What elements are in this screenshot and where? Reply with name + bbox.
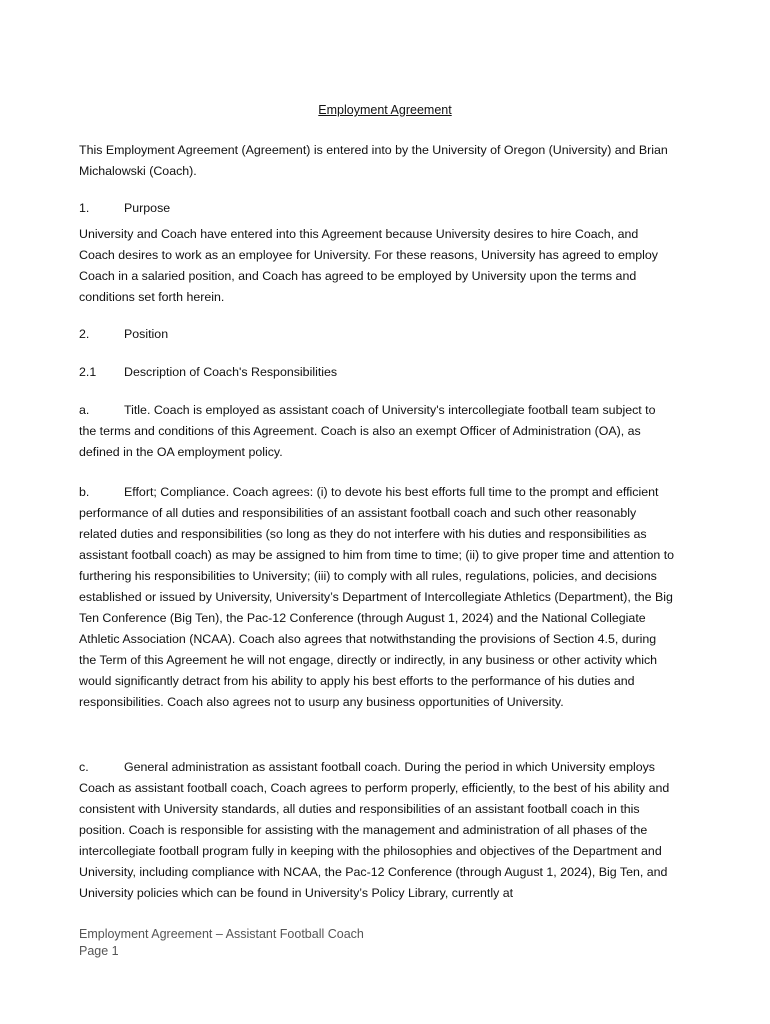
item-b-letter: b. bbox=[79, 485, 90, 499]
item-c-letter: c. bbox=[79, 760, 89, 774]
section-1-title: Purpose bbox=[124, 201, 171, 215]
item-b-text: Effort; Compliance. Coach agrees: (i) to devote his best efforts full time to the prompt and efficient performance of all duties and responsibilities of an assistant football coach and such other reasonably related duties and responsibilities (so long as they do not interfere with his duties and responsibilities as assistant football coach) as may be assigned to him from time to time; (ii) to give proper time and attention to furthering his responsibilities to University; (iii) to comply with all rules, regulations, policies, and decisions established or issued by University, University’s Department of Intercollegiate Athletics (Department), the Big Ten Conference (Big Ten), the Pac-12 Conference (through August 1, 2024) and the National Collegiate Athletic Association (NCAA). Coach also agrees that notwithstanding the provisions of Section 4.5, during the Term of this Agreement he will not engage, directly or indirectly, in any business or other activity which would significantly detract from his ability to apply his best efforts to the performance of his duties and responsibilities. Coach also agrees not to usurp any business opportunities of University. bbox=[79, 485, 675, 709]
page-footer bbox=[79, 926, 364, 960]
intro-paragraph: This Employment Agreement (Agreement) is entered into by the University of Oregon (University) and Brian Michalowski (Coach). bbox=[79, 143, 668, 178]
item-a-text: Title. Coach is employed as assistant coach of University's intercollegiate football team subject to the terms and conditions of this Agreement. Coach is also an exempt Officer of Administration (OA), as defined in the OA employment policy. bbox=[79, 403, 656, 459]
section-2-1-title: Description of Coach's Responsibilities bbox=[124, 365, 338, 379]
section-1-number: 1. bbox=[79, 201, 90, 215]
section-1-heading bbox=[79, 198, 170, 219]
item-b-paragraph bbox=[79, 482, 675, 713]
section-2-1-number: 2.1 bbox=[79, 365, 97, 379]
item-a-letter: a. bbox=[79, 403, 90, 417]
section-2-heading bbox=[79, 324, 168, 345]
item-c-paragraph bbox=[79, 757, 675, 904]
section-2-1-heading bbox=[79, 362, 337, 383]
footer-title: Employment Agreement – Assistant Football Coach bbox=[79, 927, 364, 941]
section-2-number: 2. bbox=[79, 327, 90, 341]
section-2-title: Position bbox=[124, 327, 169, 341]
document-title: Employment Agreement bbox=[318, 103, 452, 117]
section-1-paragraph: University and Coach have entered into this Agreement because University desires to hire Coach, and Coach desires to work as an employee for University. For these reasons, University has agreed to employ Coach in a salaried position, and Coach has agreed to be employed by University upon the terms and conditions set forth herein. bbox=[79, 227, 658, 304]
footer-page-number: Page 1 bbox=[79, 944, 119, 958]
item-a-paragraph bbox=[79, 400, 675, 463]
item-c-text: General administration as assistant football coach. During the period in which University employs Coach as assistant football coach, Coach agrees to perform properly, efficiently, to the best of his ability and consistent with University standards, all duties and responsibilities of an assistant football coach in this position. Coach is responsible for assisting with the management and administration of all phases of the intercollegiate football program fully in keeping with the philosophies and objectives of the Department and University, including compliance with NCAA, the Pac-12 Conference (through August 1, 2024), Big Ten, and University policies which can be found in University’s Policy Library, currently at bbox=[79, 760, 670, 900]
